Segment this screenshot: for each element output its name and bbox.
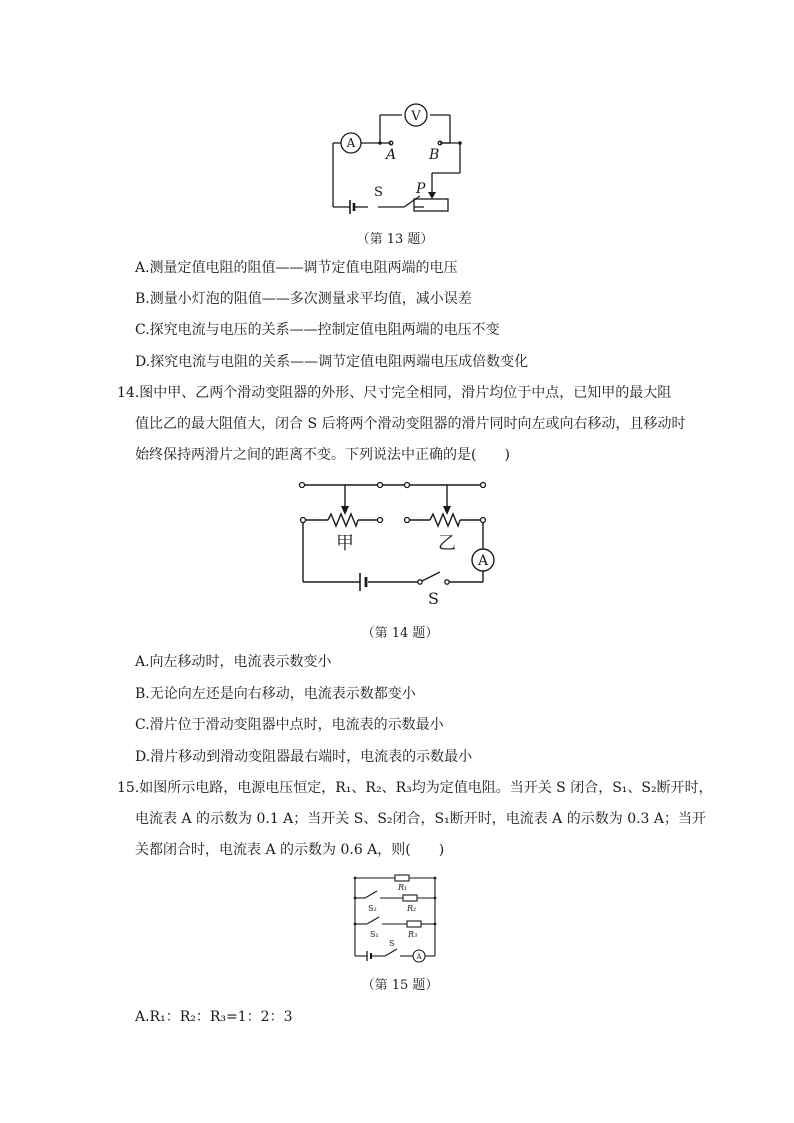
q14-stem-line-3: 始终保持两滑片之间的距离不变。下列说法中正确的是( ) [135, 447, 510, 463]
q14-circuit-diagram [290, 475, 500, 610]
q15-s1-label: S₁ [370, 930, 379, 939]
q14-right-rheostat-label: 乙 [438, 533, 456, 554]
q15-s-label: S [389, 939, 395, 948]
q13-switch-label: S [374, 185, 383, 200]
q13-voltmeter-label: V [411, 109, 421, 124]
q14-ammeter-label: A [477, 553, 489, 569]
q13-option-d: D.探究电流与电阻的关系——调节定值电阻两端电压成倍数变化 [135, 354, 529, 370]
q15-ammeter-label: A [416, 953, 422, 961]
q13-option-a: A.测量定值电阻的阻值——调节定值电阻两端的电压 [135, 260, 458, 276]
q15-r2-label: R₂ [407, 904, 417, 913]
q14-option-b: B.无论向左还是向右移动，电流表示数都变小 [135, 686, 416, 702]
q14-option-d: D.滑片移动到滑动变阻器最右端时，电流表的示数最小 [135, 749, 473, 765]
q14-option-c: C.滑片位于滑动变阻器中点时，电流表的示数最小 [135, 717, 444, 733]
q14-stem-line-2: 值比乙的最大阻值大，闭合 S 后将两个滑动变阻器的滑片同时向左或向右移动，且移动时 [135, 416, 686, 432]
q14-option-a: A.向左移动时，电流表示数变小 [135, 654, 332, 670]
q15-r3-label: R₃ [408, 930, 418, 939]
q14-stem-line-1: 14.图中甲、乙两个滑动变阻器的外形、尺寸完全相同，滑片均位于中点，已知甲的最大阻 [117, 385, 672, 401]
q13-point-b-label: B [429, 147, 440, 163]
q14-caption: （第 14 题） [361, 626, 439, 641]
q15-r1-label: R₁ [398, 883, 408, 892]
q13-point-a-label: A [386, 147, 397, 163]
q15-stem-line-1: 15.如图所示电路，电源电压恒定，R₁、R₂、R₃均为定值电阻。当开关 S 闭合，S₁、S₂断开时， [117, 780, 713, 796]
q13-circuit-diagram [320, 95, 470, 220]
q15-stem-line-3: 关都闭合时，电流表 A 的示数为 0.6 A，则( ) [135, 842, 445, 858]
q13-ammeter-label: A [346, 136, 356, 150]
q15-circuit-diagram [345, 870, 445, 965]
q15-option-a: A.R₁：R₂：R₃=1：2：3 [135, 1009, 293, 1025]
q13-option-c: C.探究电流与电压的关系——控制定值电阻两端的电压不变 [135, 322, 500, 338]
q15-caption: （第 15 题） [361, 978, 439, 993]
q15-s2-label: S₂ [368, 904, 377, 913]
q15-stem-line-2: 电流表 A 的示数为 0.1 A；当开关 S、S₂闭合，S₁断开时，电流表 A 的示数为 0.3 A；当开 [135, 811, 707, 827]
q13-option-b: B.测量小灯泡的阻值——多次测量求平均值，减小误差 [135, 291, 472, 307]
q13-slider-label: P [416, 181, 426, 197]
q14-switch-label: S [428, 589, 439, 608]
q13-caption: （第 13 题） [356, 232, 434, 247]
q14-left-rheostat-label: 甲 [336, 533, 354, 554]
